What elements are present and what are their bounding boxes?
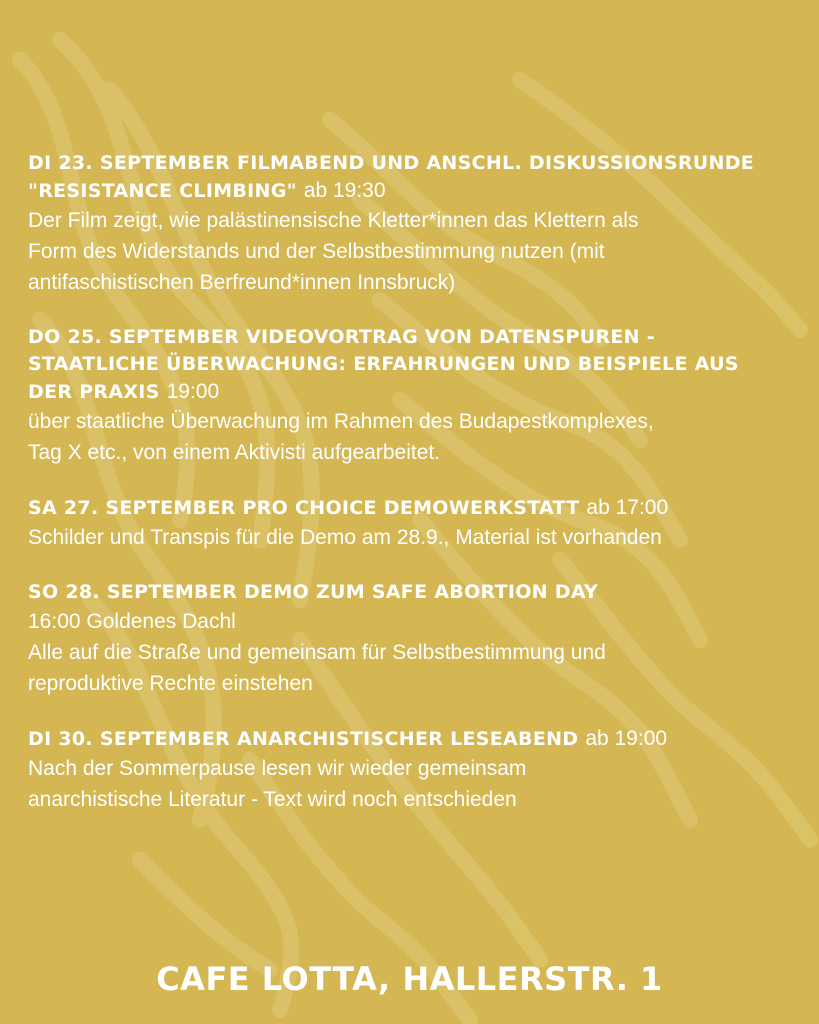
event-item [28, 725, 798, 815]
event-item [28, 150, 798, 298]
venue-address: CAFE LOTTA, HALLERSTR. 1 [156, 960, 663, 998]
event-item [28, 494, 798, 553]
event-description: Der Film zeigt, wie palästinensische Kletter*innen das Klettern als Form des Widerstands und der Selbstbestimmung nutzen (mit antifaschistischen Berfreund*innen Innsbruck) [28, 209, 639, 294]
event-description: Schilder und Transpis für die Demo am 28.9., Material ist vorhanden [28, 526, 662, 549]
event-item [28, 324, 798, 468]
event-description: 16:00 Goldenes Dachl Alle auf die Straße und gemeinsam für Selbstbestimmung und reproduktive Rechte einstehen [28, 610, 606, 695]
event-title: DO 25. SEPTEMBER VIDEOVORTRAG VON DATENSPUREN - STAATLICHE ÜBERWACHUNG: ERFAHRUNGEN UND BEISPIELE AUS DER PRAXIS 19:00 [28, 326, 739, 403]
event-description: über staatliche Überwachung im Rahmen des Budapestkomplexes, Tag X etc., von einem Aktivisti aufgearbeitet. [28, 410, 654, 464]
event-description: Nach der Sommerpause lesen wir wieder gemeinsam anarchistische Literatur - Text wird noch entschieden [28, 757, 527, 811]
event-title: DI 30. SEPTEMBER ANARCHISTISCHER LESEABEND ab 19:00 [28, 727, 668, 750]
event-time: ab 19:00 [585, 727, 668, 750]
event-time: ab 17:00 [586, 496, 669, 519]
event-list [28, 150, 798, 841]
event-title: DI 23. SEPTEMBER FILMABEND UND ANSCHL. DISKUSSIONSRUNDE "RESISTANCE CLIMBING" ab 19:30 [28, 152, 755, 202]
event-time: 19:00 [166, 380, 220, 403]
event-item [28, 579, 798, 699]
event-title: SO 28. SEPTEMBER DEMO ZUM SAFE ABORTION DAY [28, 581, 599, 603]
event-time: ab 19:30 [303, 179, 386, 202]
event-title: SA 27. SEPTEMBER PRO CHOICE DEMOWERKSTATT ab 17:00 [28, 496, 669, 519]
